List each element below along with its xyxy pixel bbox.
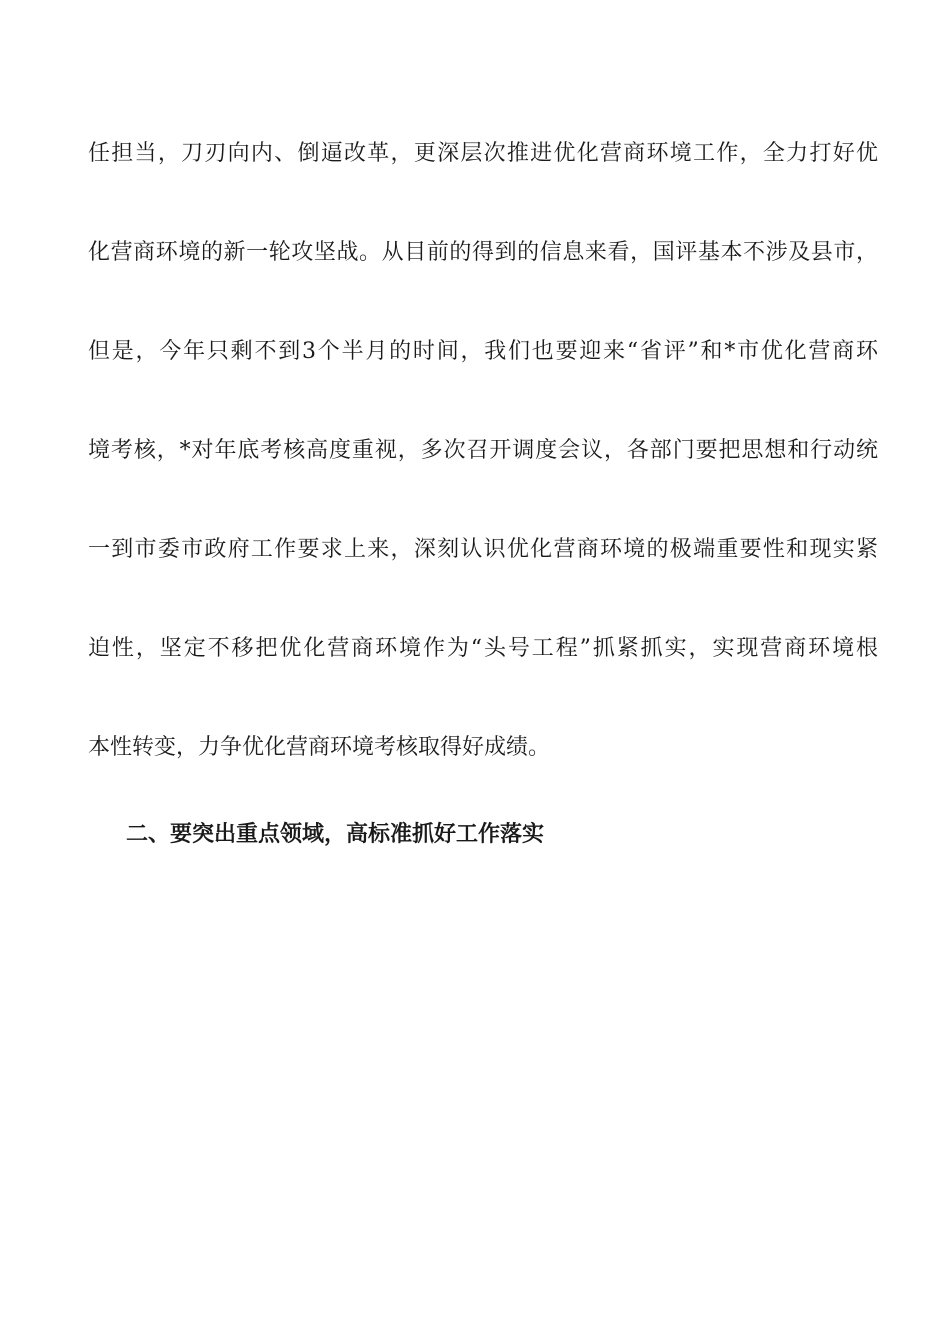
paragraph-line: 迫性，坚定不移把优化营商环境作为“头号工程”抓紧抓实，实现营商环境根 — [88, 636, 878, 661]
paragraph-line: 任担当，刀刃向内、倒逼改革，更深层次推进优化营商环境工作，全力打好优 — [88, 141, 878, 166]
section-heading: 二、要突出重点领域，高标准抓好工作落实 — [126, 822, 545, 847]
paragraph-line: 本性转变，力争优化营商环境考核取得好成绩。 — [88, 735, 551, 760]
paragraph-line: 一到市委市政府工作要求上来，深刻认识优化营商环境的极端重要性和现实紧 — [88, 537, 878, 562]
paragraph-line: 但是，今年只剩不到3个半月的时间，我们也要迎来“省评”和*市优化营商环 — [88, 339, 878, 364]
paragraph-line: 境考核，*对年底考核高度重视，多次召开调度会议，各部门要把思想和行动统 — [88, 438, 878, 463]
paragraph-line: 化营商环境的新一轮攻坚战。从目前的得到的信息来看，国评基本不涉及县市， — [88, 240, 878, 265]
